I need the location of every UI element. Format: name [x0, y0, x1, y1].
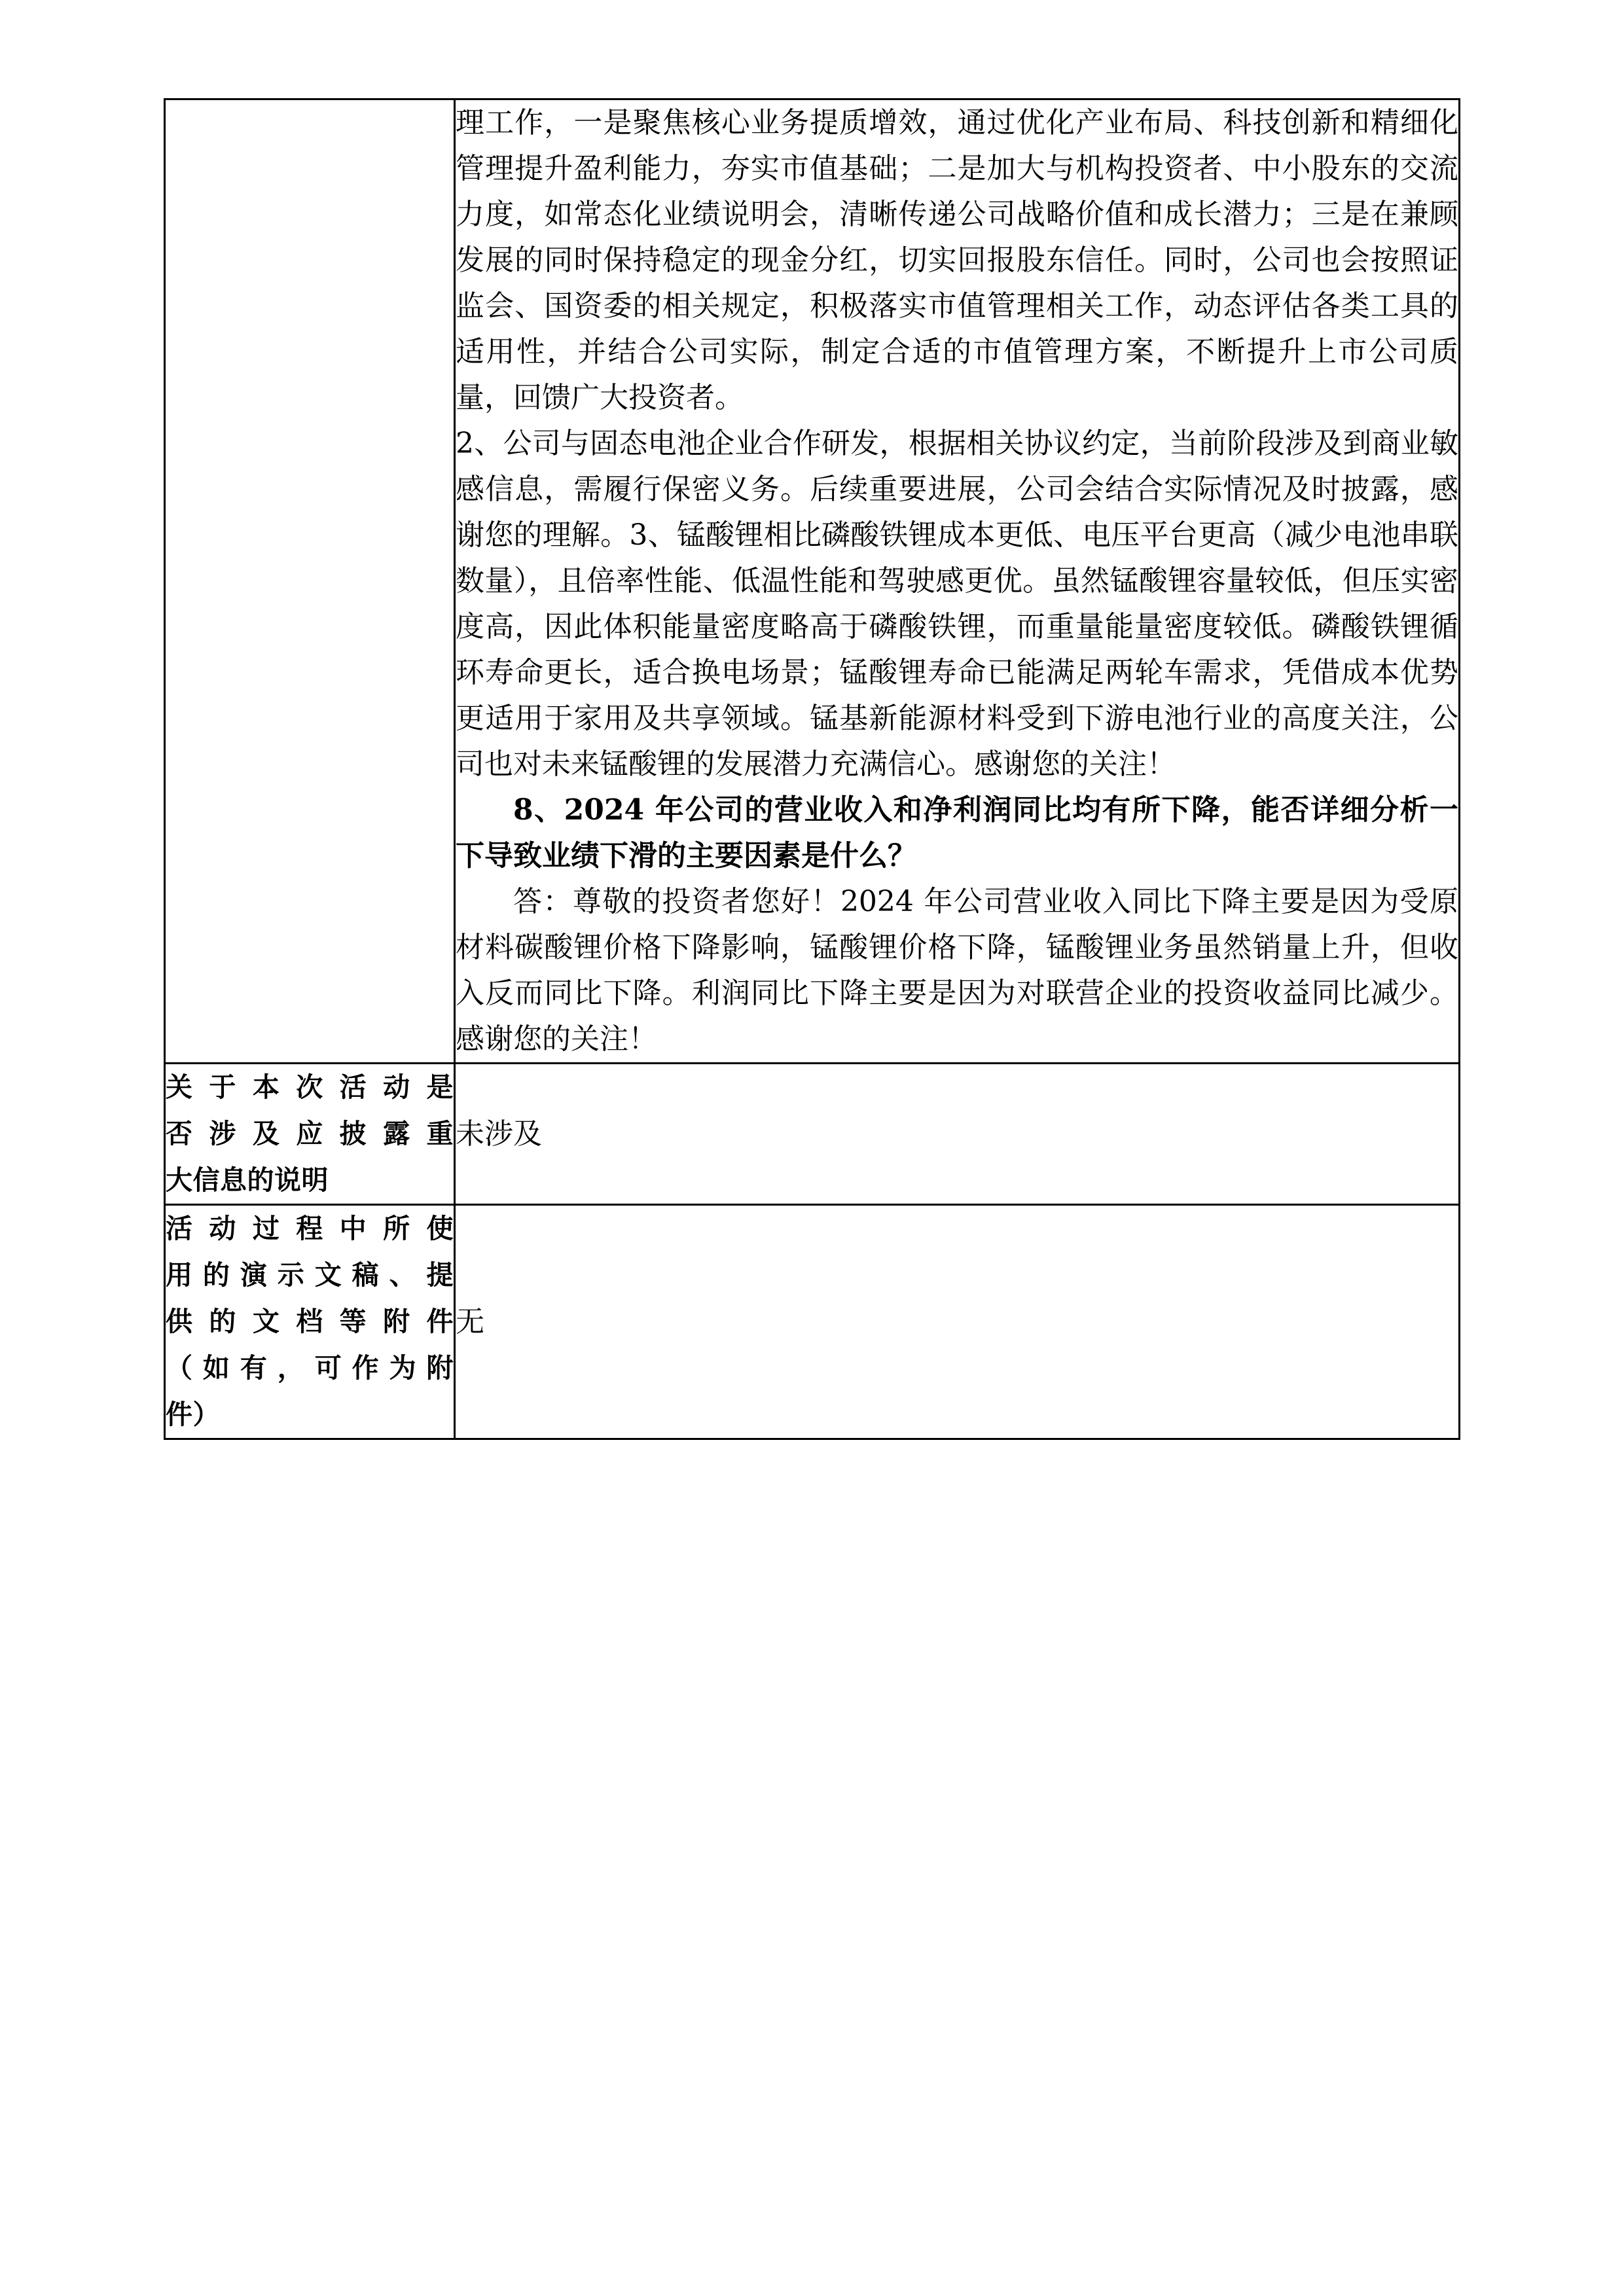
disclosure-value-text: 未涉及 [456, 1117, 542, 1151]
table-row-qa-content [165, 99, 1460, 1064]
paragraph-question-8: 8、2024 年公司的营业收入和净利润同比均有所下降，能否详细分析一下导致业绩下滑的主要因素是什么？ [456, 793, 1458, 872]
attachments-label-line-4: （如有，可作为附 [166, 1352, 454, 1384]
attachments-label-line-3: 供的文档等附件 [166, 1306, 454, 1337]
paragraph-body-item2-item3: 2、公司与固态电池企业合作研发，根据相关协议约定，当前阶段涉及到商业敏感信息，需履行保密义务。后续重要进展，公司会结合实际情况及时披露，感谢您的理解。3、锰酸锂相比磷酸铁锂成本更低、电压平台更高（减少电池串联数量），且倍率性能、低温性能和驾驶感更优。虽然锰酸锂容量较低，但压实密度高，因此体积能量密度略高于磷酸铁锂，而重量能量密度较低。磷酸铁锂循环寿命更长，适合换电场景；锰酸锂寿命已能满足两轮车需求，凭借成本优势更适用于家用及共享领域。锰基新能源材料受到下游电池行业的高度关注，公司也对未来锰酸锂的发展潜力充满信心。感谢您的关注！ [456, 427, 1458, 781]
paragraph-answer-8: 答：尊敬的投资者您好！2024 年公司营业收入同比下降主要是因为受原材料碳酸锂价格下降影响，锰酸锂价格下降，锰酸锂业务虽然销量上升，但收入反而同比下降。利润同比下降主要是因为对联营企业的投资收益同比减少。感谢您的关注！ [456, 885, 1458, 1056]
disclosure-label-cell [165, 1064, 455, 1205]
disclosure-label-line-2: 否涉及应披露重 [166, 1118, 454, 1149]
disclosure-value-cell [455, 1064, 1460, 1205]
attachments-label-line-2: 用的演示文稿、提 [166, 1259, 454, 1291]
attachments-value-text: 无 [456, 1304, 484, 1338]
table-row-disclosure [165, 1064, 1460, 1205]
investor-relations-record-table [164, 98, 1460, 1440]
table-row-attachments [165, 1205, 1460, 1439]
paragraph-body-continued: 理工作，一是聚焦核心业务提质增效，通过优化产业布局、科技创新和精细化管理提升盈利能力，夯实市值基础；二是加大与机构投资者、中小股东的交流力度，如常态化业绩说明会，清晰传递公司战略价值和成长潜力；三是在兼顾发展的同时保持稳定的现金分红，切实回报股东信任。同时，公司也会按照证监会、国资委的相关规定，积极落实市值管理相关工作，动态评估各类工具的适用性，并结合公司实际，制定合适的市值管理方案，不断提升上市公司质量，回馈广大投资者。 [456, 106, 1458, 414]
disclosure-label-line-1: 关于本次活动是 [166, 1071, 454, 1103]
qa-content-cell [455, 99, 1460, 1064]
attachments-label-line-1: 活动过程中所使 [166, 1213, 454, 1244]
attachments-label-cell [165, 1205, 455, 1439]
qa-content-label-cell [165, 99, 455, 1064]
disclosure-label-line-3: 大信息的说明 [166, 1164, 329, 1196]
attachments-value-cell [455, 1205, 1460, 1439]
attachments-label-line-5: 件） [166, 1399, 220, 1430]
